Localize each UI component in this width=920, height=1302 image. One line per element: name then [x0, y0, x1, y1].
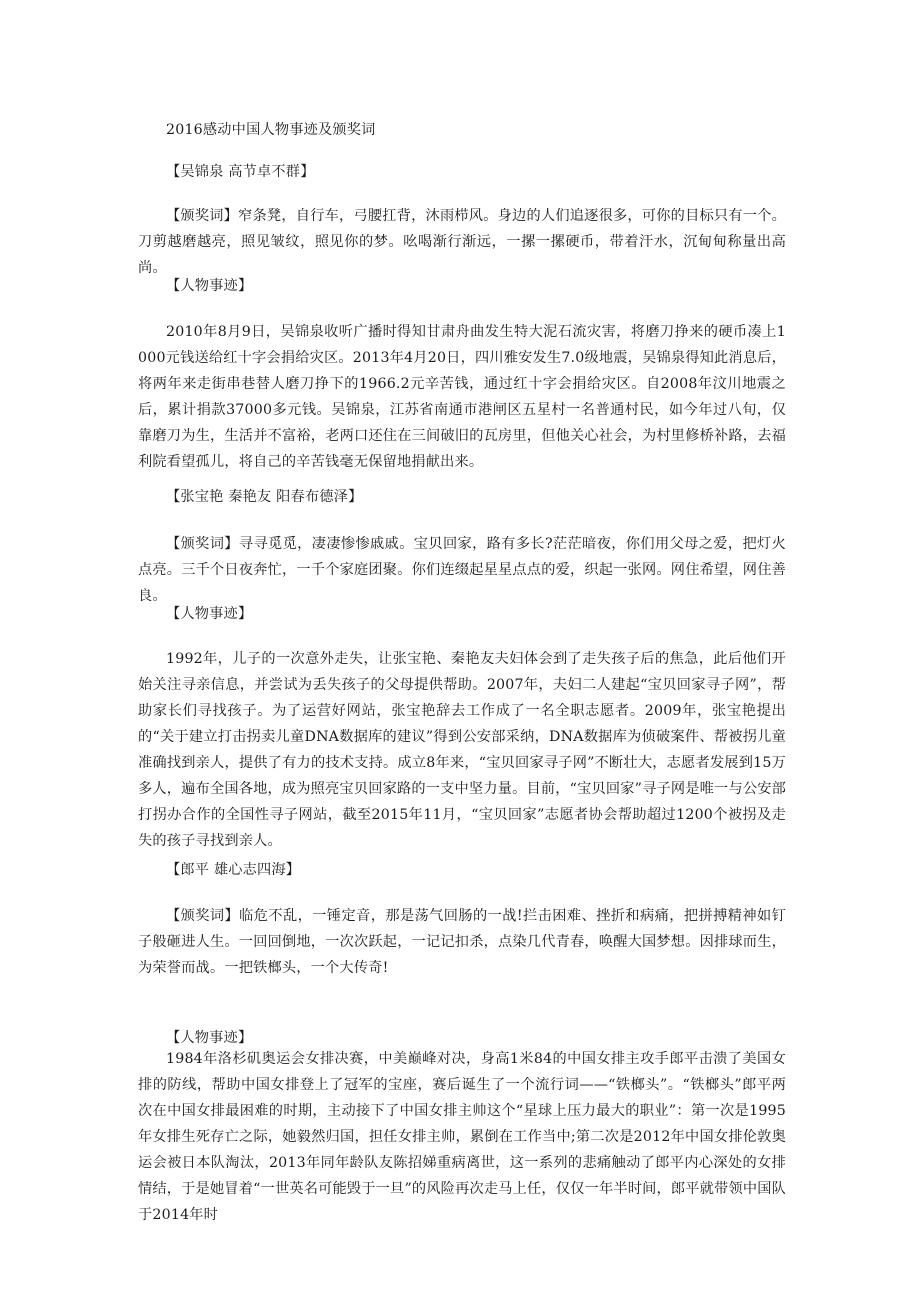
story-heading: 【人物事迹】	[166, 278, 253, 294]
document-title: 2016感动中国人物事迹及颁奖词	[166, 122, 376, 138]
section-heading: 【郎平 雄心志四海】	[166, 862, 301, 878]
award-citation: 【颁奖词】临危不乱，一锤定音，那是荡气回肠的一战!拦击困难、挫折和病痛，把拼搏精神如钉子般砸进人生。一回回倒地，一次次跃起，一记记扣杀，点染几代青春，唤醒大国梦想。因排球而生，为荣誉而战。一把铁榔头，一个大传奇!	[138, 908, 786, 976]
story-paragraph: 1992年，儿子的一次意外走失，让张宝艳、秦艳友夫妇体会到了走失孩子后的焦急，此后他们开始关注寻亲信息，并尝试为丢失孩子的父母提供帮助。2007年，夫妇二人建起“宝贝回家寻子网”，帮助家长们寻找孩子。为了运营好网站，张宝艳辞去工作成了一名全职志愿者。2009年，张宝艳提出的“关于建立打击拐卖儿童DNA数据库的建议”得到公安部采纳，DNA数据库为侦破案件、帮被拐儿童准确找到亲人，提供了有力的技术支持。成立8年来，“宝贝回家寻子网”不断壮大，志愿者发展到15万多人，遍布全国各地，成为照亮宝贝回家路的一支中坚力量。目前，“宝贝回家”寻子网是唯一与公安部打拐办合作的全国性寻子网站，截至2015年11月，“宝贝回家”志愿者协会帮助超过1200个被拐及走失的孩子寻找到亲人。	[138, 651, 786, 849]
story-paragraph: 1984年洛杉矶奥运会女排决赛，中美巅峰对决，身高1米84的中国女排主攻手郎平击溃了美国女排的防线，帮助中国女排登上了冠军的宝座，赛后诞生了一个流行词——“铁榔头”。“铁榔头”郎平两次在中国女排最困难的时期，主动接下了中国女排主帅这个“星球上压力最大的职业”：第一次是1995年女排生死存亡之际，她毅然归国，担任女排主帅，累倒在工作当中;第二次是2012年中国女排伦敦奥运会被日本队淘汰，2013年同年龄队友陈招娣重病离世，这一系列的悲痛触动了郎平内心深处的女排情结，于是她冒着“一世英名可能毁于一旦”的风险再次走马上任，仅仅一年半时间，郎平就带领中国队于2014年时	[138, 1051, 786, 1223]
section-heading: 【吴锦泉 高节卓不群】	[166, 164, 315, 180]
story-paragraph: 2010年8月9日，吴锦泉收听广播时得知甘肃舟曲发生特大泥石流灾害，将磨刀挣来的硬币凑上1000元钱送给红十字会捐给灾区。2013年4月20日，四川雅安发生7.0级地震，吴锦泉得知此消息后，将两年来走街串巷替人磨刀挣下的1966.2元辛苦钱，通过红十字会捐给灾区。自2008年汶川地震之后，累计捐款37000多元钱。吴锦泉，江苏省南通市港闸区五星村一名普通村民，如今年过八旬，仅靠磨刀为生，生活并不富裕，老两口还住在三间破旧的瓦房里，但他关心社会，为村里修桥补路，去福利院看望孤儿，将自己的辛苦钱毫无保留地捐献出来。	[138, 324, 786, 470]
award-citation: 【颁奖词】寻寻觅觅，凄凄惨惨戚戚。宝贝回家，路有多长?茫茫暗夜，你们用父母之爱，把灯火点亮。三千个日夜奔忙，一千个家庭团聚。你们连缀起星星点点的爱，织起一张网。网住希望，网住善良。	[138, 536, 786, 604]
award-citation: 【颁奖词】窄条凳，自行车，弓腰扛背，沐雨栉风。身边的人们追逐很多，可你的目标只有一个。刀剪越磨越亮，照见皱纹，照见你的梦。吆喝渐行渐远，一摞一摞硬币，带着汗水，沉甸甸称量出高尚。	[138, 208, 786, 276]
story-heading: 【人物事迹】	[166, 1030, 253, 1046]
story-heading: 【人物事迹】	[166, 606, 253, 622]
section-heading: 【张宝艳 秦艳友 阳春布德泽】	[166, 489, 363, 505]
